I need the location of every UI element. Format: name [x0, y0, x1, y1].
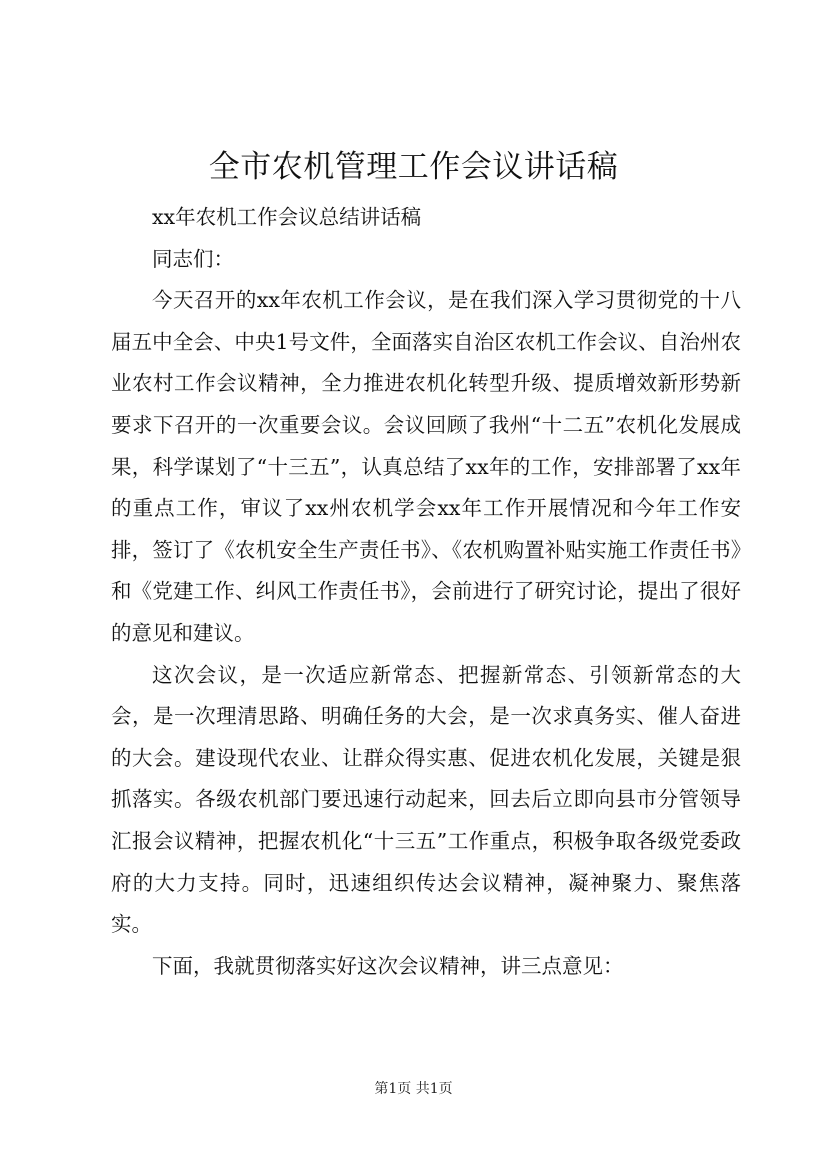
page-footer: 第1页 共1页 [374, 1081, 453, 1097]
paragraph-meeting-significance: 这次会议，是一次适应新常态、把握新常态、引领新常态的大会，是一次理清思路、明确任务的大会，是一次求真务实、催人奋进的大会。建设现代农业、让群众得实惠、促进农机化发展，关键是狠抓落实。各级农机部门要迅速行动起来，回去后立即向县市分管领导汇报会议精神，把握农机化“十三五”工作重点，积极争取各级党委政府的大力支持。同时，迅速组织传达会议精神，凝神聚力、聚焦落实。 [111, 662, 741, 937]
paragraph-meeting-overview: 今天召开的xx年农机工作会议，是在我们深入学习贯彻党的十八届五中全会、中央1号文件，全面落实自治区农机工作会议、自治州农业农村工作会议精神，全力推进农机化转型升级、提质增效新形势新要求下召开的一次重要会议。会议回顾了我州“十二五”农机化发展成果，科学谋划了“十三五”，认真总结了xx年的工作，安排部署了xx年的重点工作，审议了xx州农机学会xx年工作开展情况和今年工作安排，签订了《农机安全生产责任书》、《农机购置补贴实施工作责任书》和《党建工作、纠风工作责任书》，会前进行了研究讨论，提出了很好的意见和建议。 [111, 288, 741, 645]
paragraph-subtitle: xx年农机工作会议总结讲话稿 [152, 205, 422, 229]
document-body [111, 197, 741, 987]
document-title: 全市农机管理工作会议讲话稿 [208, 149, 619, 185]
paragraph-salutation: 同志们： [152, 246, 234, 271]
paragraph-three-points-intro: 下面，我就贯彻落实好这次会议精神，讲三点意见： [152, 953, 624, 978]
